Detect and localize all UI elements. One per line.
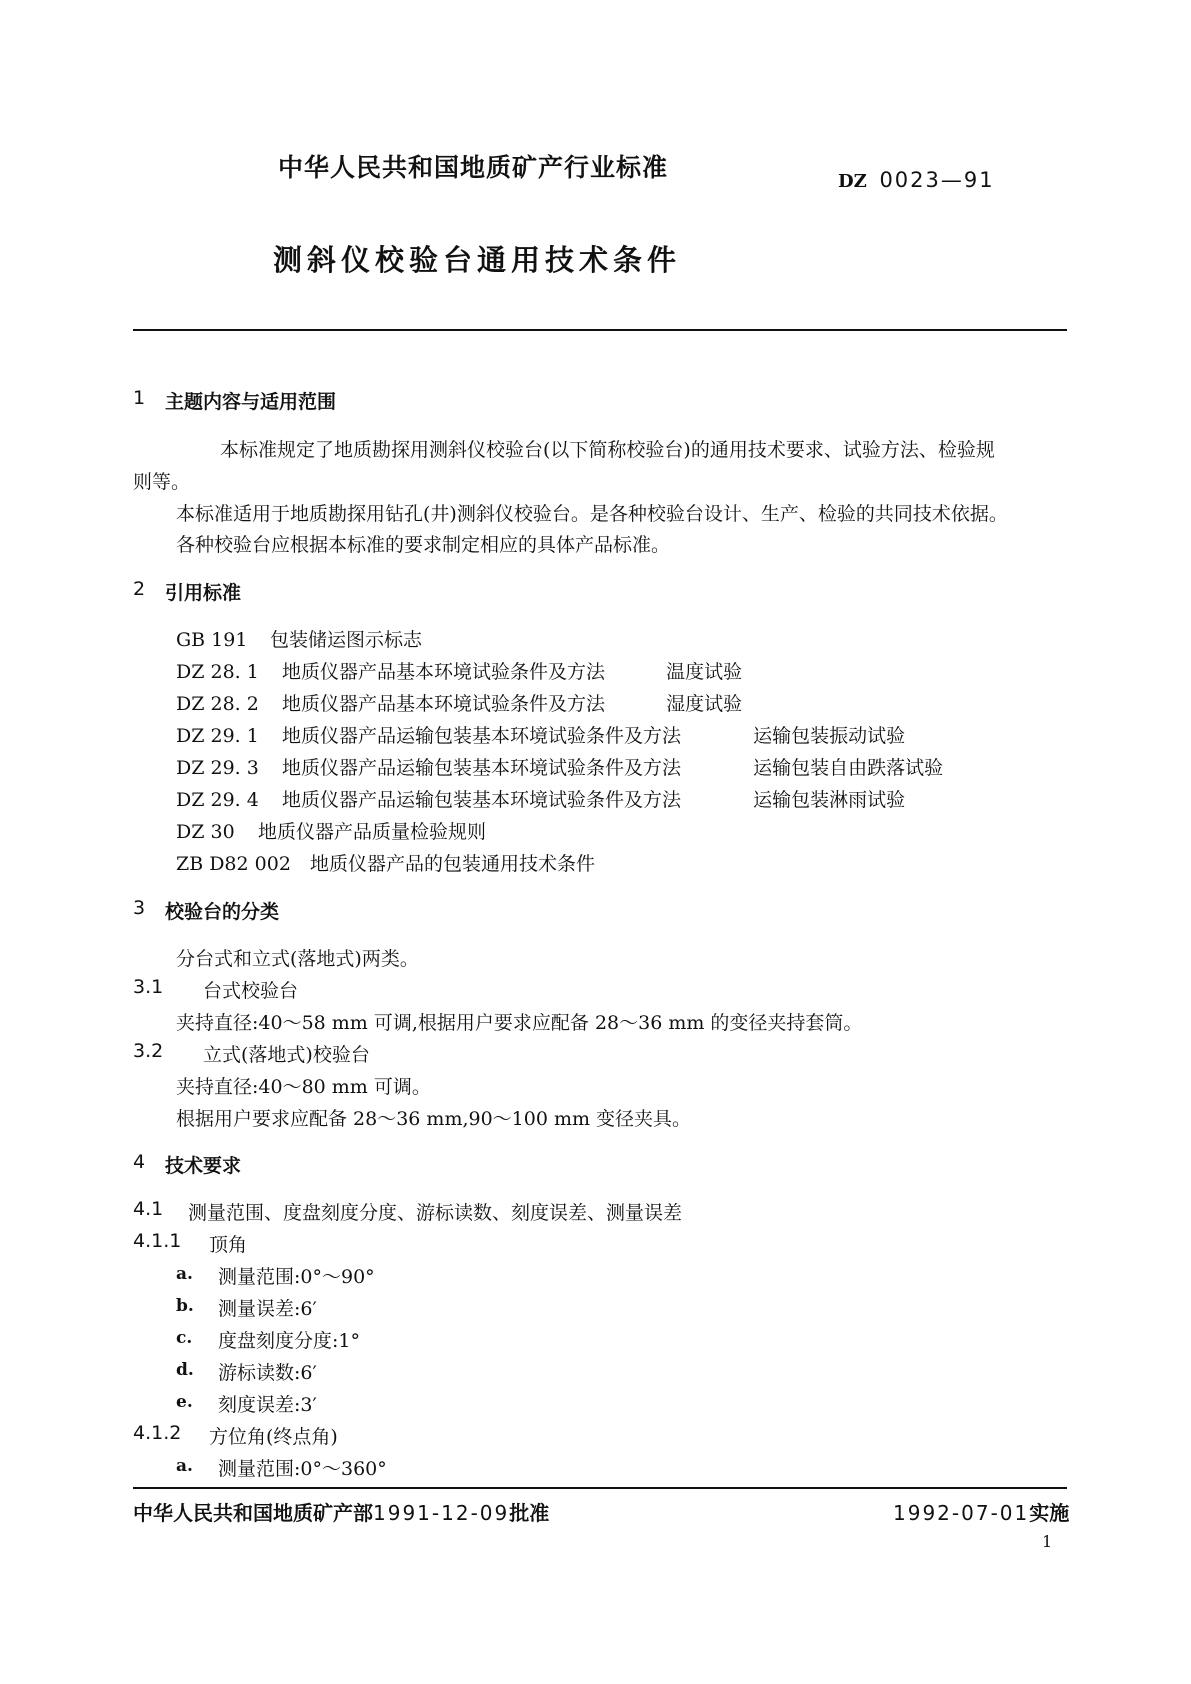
section-4-1-1-title: 顶角 bbox=[209, 1234, 248, 1256]
reference-title: 地质仪器产品质量检验规则 bbox=[258, 821, 487, 843]
section-4-number: 4 bbox=[133, 1151, 146, 1173]
approval-label: 批准 bbox=[509, 1501, 550, 1525]
reference-row bbox=[176, 785, 905, 812]
section-4-1-1-number: 4.1.1 bbox=[133, 1230, 182, 1252]
reference-row bbox=[176, 817, 486, 844]
section-4-title: 技术要求 bbox=[165, 1155, 242, 1177]
document-title: 测斜仪校验台通用技术条件 bbox=[273, 243, 682, 277]
list-item-letter: e. bbox=[176, 1392, 193, 1412]
section-1-number: 1 bbox=[133, 387, 146, 409]
implementation-date: 1992-07-01 bbox=[893, 1501, 1030, 1525]
reference-code: DZ 29. 4 bbox=[176, 789, 259, 811]
standard-code: 0023—91 bbox=[879, 168, 995, 192]
reference-code: DZ 28. 2 bbox=[176, 693, 259, 715]
section-1-para-1-line-1: 本标准规定了地质勘探用测斜仪校验台(以下简称校验台)的通用技术要求、试验方法、检验规 bbox=[220, 439, 995, 461]
section-1-title: 主题内容与适用范围 bbox=[165, 391, 337, 413]
list-item-letter: d. bbox=[176, 1360, 194, 1380]
section-1-para-3: 各种校验台应根据本标准的要求制定相应的具体产品标准。 bbox=[176, 534, 671, 556]
reference-title: 地质仪器产品运输包装基本环境试验条件及方法 bbox=[282, 789, 682, 811]
list-item-letter: c. bbox=[176, 1328, 193, 1348]
list-item: 度盘刻度分度:1° bbox=[218, 1330, 360, 1352]
reference-title: 地质仪器产品基本环境试验条件及方法 bbox=[282, 693, 606, 715]
section-3-1-title: 台式校验台 bbox=[203, 980, 299, 1002]
standard-prefix: DZ bbox=[838, 171, 867, 192]
section-4-1-number: 4.1 bbox=[133, 1198, 164, 1220]
reference-subtitle: 运输包装自由跌落试验 bbox=[753, 757, 944, 779]
section-3-intro: 分台式和立式(落地式)两类。 bbox=[176, 948, 419, 970]
list-item: 刻度误差:3′ bbox=[218, 1394, 317, 1416]
section-1-para-2: 本标准适用于地质勘探用钻孔(井)测斜仪校验台。是各种校验台设计、生产、检验的共同技术依据。 bbox=[176, 503, 1008, 525]
section-4-1-2-number: 4.1.2 bbox=[133, 1422, 182, 1444]
reference-subtitle: 湿度试验 bbox=[666, 693, 743, 715]
reference-title: 地质仪器产品基本环境试验条件及方法 bbox=[282, 661, 606, 683]
list-item: 测量误差:6′ bbox=[218, 1298, 317, 1320]
section-3-2-number: 3.2 bbox=[133, 1040, 164, 1062]
reference-code: GB 191 bbox=[176, 629, 248, 651]
header-rule bbox=[133, 329, 1067, 331]
section-4-1-2-title: 方位角(终点角) bbox=[209, 1426, 338, 1448]
section-3-title: 校验台的分类 bbox=[165, 901, 280, 923]
approving-org: 中华人民共和国地质矿产部 bbox=[133, 1501, 373, 1525]
reference-code: DZ 29. 3 bbox=[176, 757, 259, 779]
list-item: 测量范围:0°～90° bbox=[218, 1266, 375, 1288]
standard-number bbox=[838, 168, 995, 192]
reference-title: 地质仪器产品运输包装基本环境试验条件及方法 bbox=[282, 725, 682, 747]
page-number: 1 bbox=[1042, 1532, 1053, 1551]
reference-subtitle: 运输包装振动试验 bbox=[753, 725, 906, 747]
list-item-letter: a. bbox=[176, 1264, 193, 1284]
section-2-title: 引用标准 bbox=[165, 582, 242, 604]
reference-row bbox=[176, 753, 943, 780]
reference-title: 地质仪器产品的包装通用技术条件 bbox=[310, 853, 596, 875]
reference-code: DZ 28. 1 bbox=[176, 661, 259, 683]
reference-title: 包装储运图示标志 bbox=[270, 629, 423, 651]
section-3-1-number: 3.1 bbox=[133, 976, 164, 998]
section-3-2-text-2: 根据用户要求应配备 28～36 mm,90～100 mm 变径夹具。 bbox=[176, 1108, 692, 1130]
reference-row bbox=[176, 689, 742, 716]
implementation-label: 实施 bbox=[1029, 1501, 1070, 1525]
section-1-para-1-line-2: 则等。 bbox=[133, 471, 191, 493]
reference-title: 地质仪器产品运输包装基本环境试验条件及方法 bbox=[282, 757, 682, 779]
list-item: 测量范围:0°～360° bbox=[218, 1458, 387, 1480]
approval-date: 1991-12-09 bbox=[373, 1501, 510, 1525]
reference-row bbox=[176, 625, 422, 652]
footer-rule bbox=[133, 1487, 1067, 1489]
reference-code: ZB D82 002 bbox=[176, 853, 291, 875]
reference-subtitle: 运输包装淋雨试验 bbox=[753, 789, 906, 811]
reference-row bbox=[176, 721, 905, 748]
section-3-number: 3 bbox=[133, 897, 146, 919]
reference-subtitle: 温度试验 bbox=[666, 661, 743, 683]
implementation-line bbox=[893, 1497, 1069, 1526]
list-item: 游标读数:6′ bbox=[218, 1362, 317, 1384]
list-item-letter: b. bbox=[176, 1296, 194, 1316]
section-4-1-title: 测量范围、度盘刻度分度、游标读数、刻度误差、测量误差 bbox=[188, 1202, 683, 1224]
reference-row bbox=[176, 657, 742, 684]
section-3-2-title: 立式(落地式)校验台 bbox=[203, 1044, 370, 1066]
section-3-1-text: 夹持直径:40～58 mm 可调,根据用户要求应配备 28～36 mm 的变径夹持套筒。 bbox=[176, 1012, 863, 1034]
approval-line bbox=[133, 1497, 549, 1526]
reference-code: DZ 29. 1 bbox=[176, 725, 259, 747]
section-3-2-text-1: 夹持直径:40～80 mm 可调。 bbox=[176, 1076, 431, 1098]
issuing-org: 中华人民共和国地质矿产行业标准 bbox=[278, 153, 669, 182]
reference-code: DZ 30 bbox=[176, 821, 235, 843]
list-item-letter: a. bbox=[176, 1456, 193, 1476]
section-2-number: 2 bbox=[133, 578, 146, 600]
reference-row bbox=[176, 849, 595, 876]
